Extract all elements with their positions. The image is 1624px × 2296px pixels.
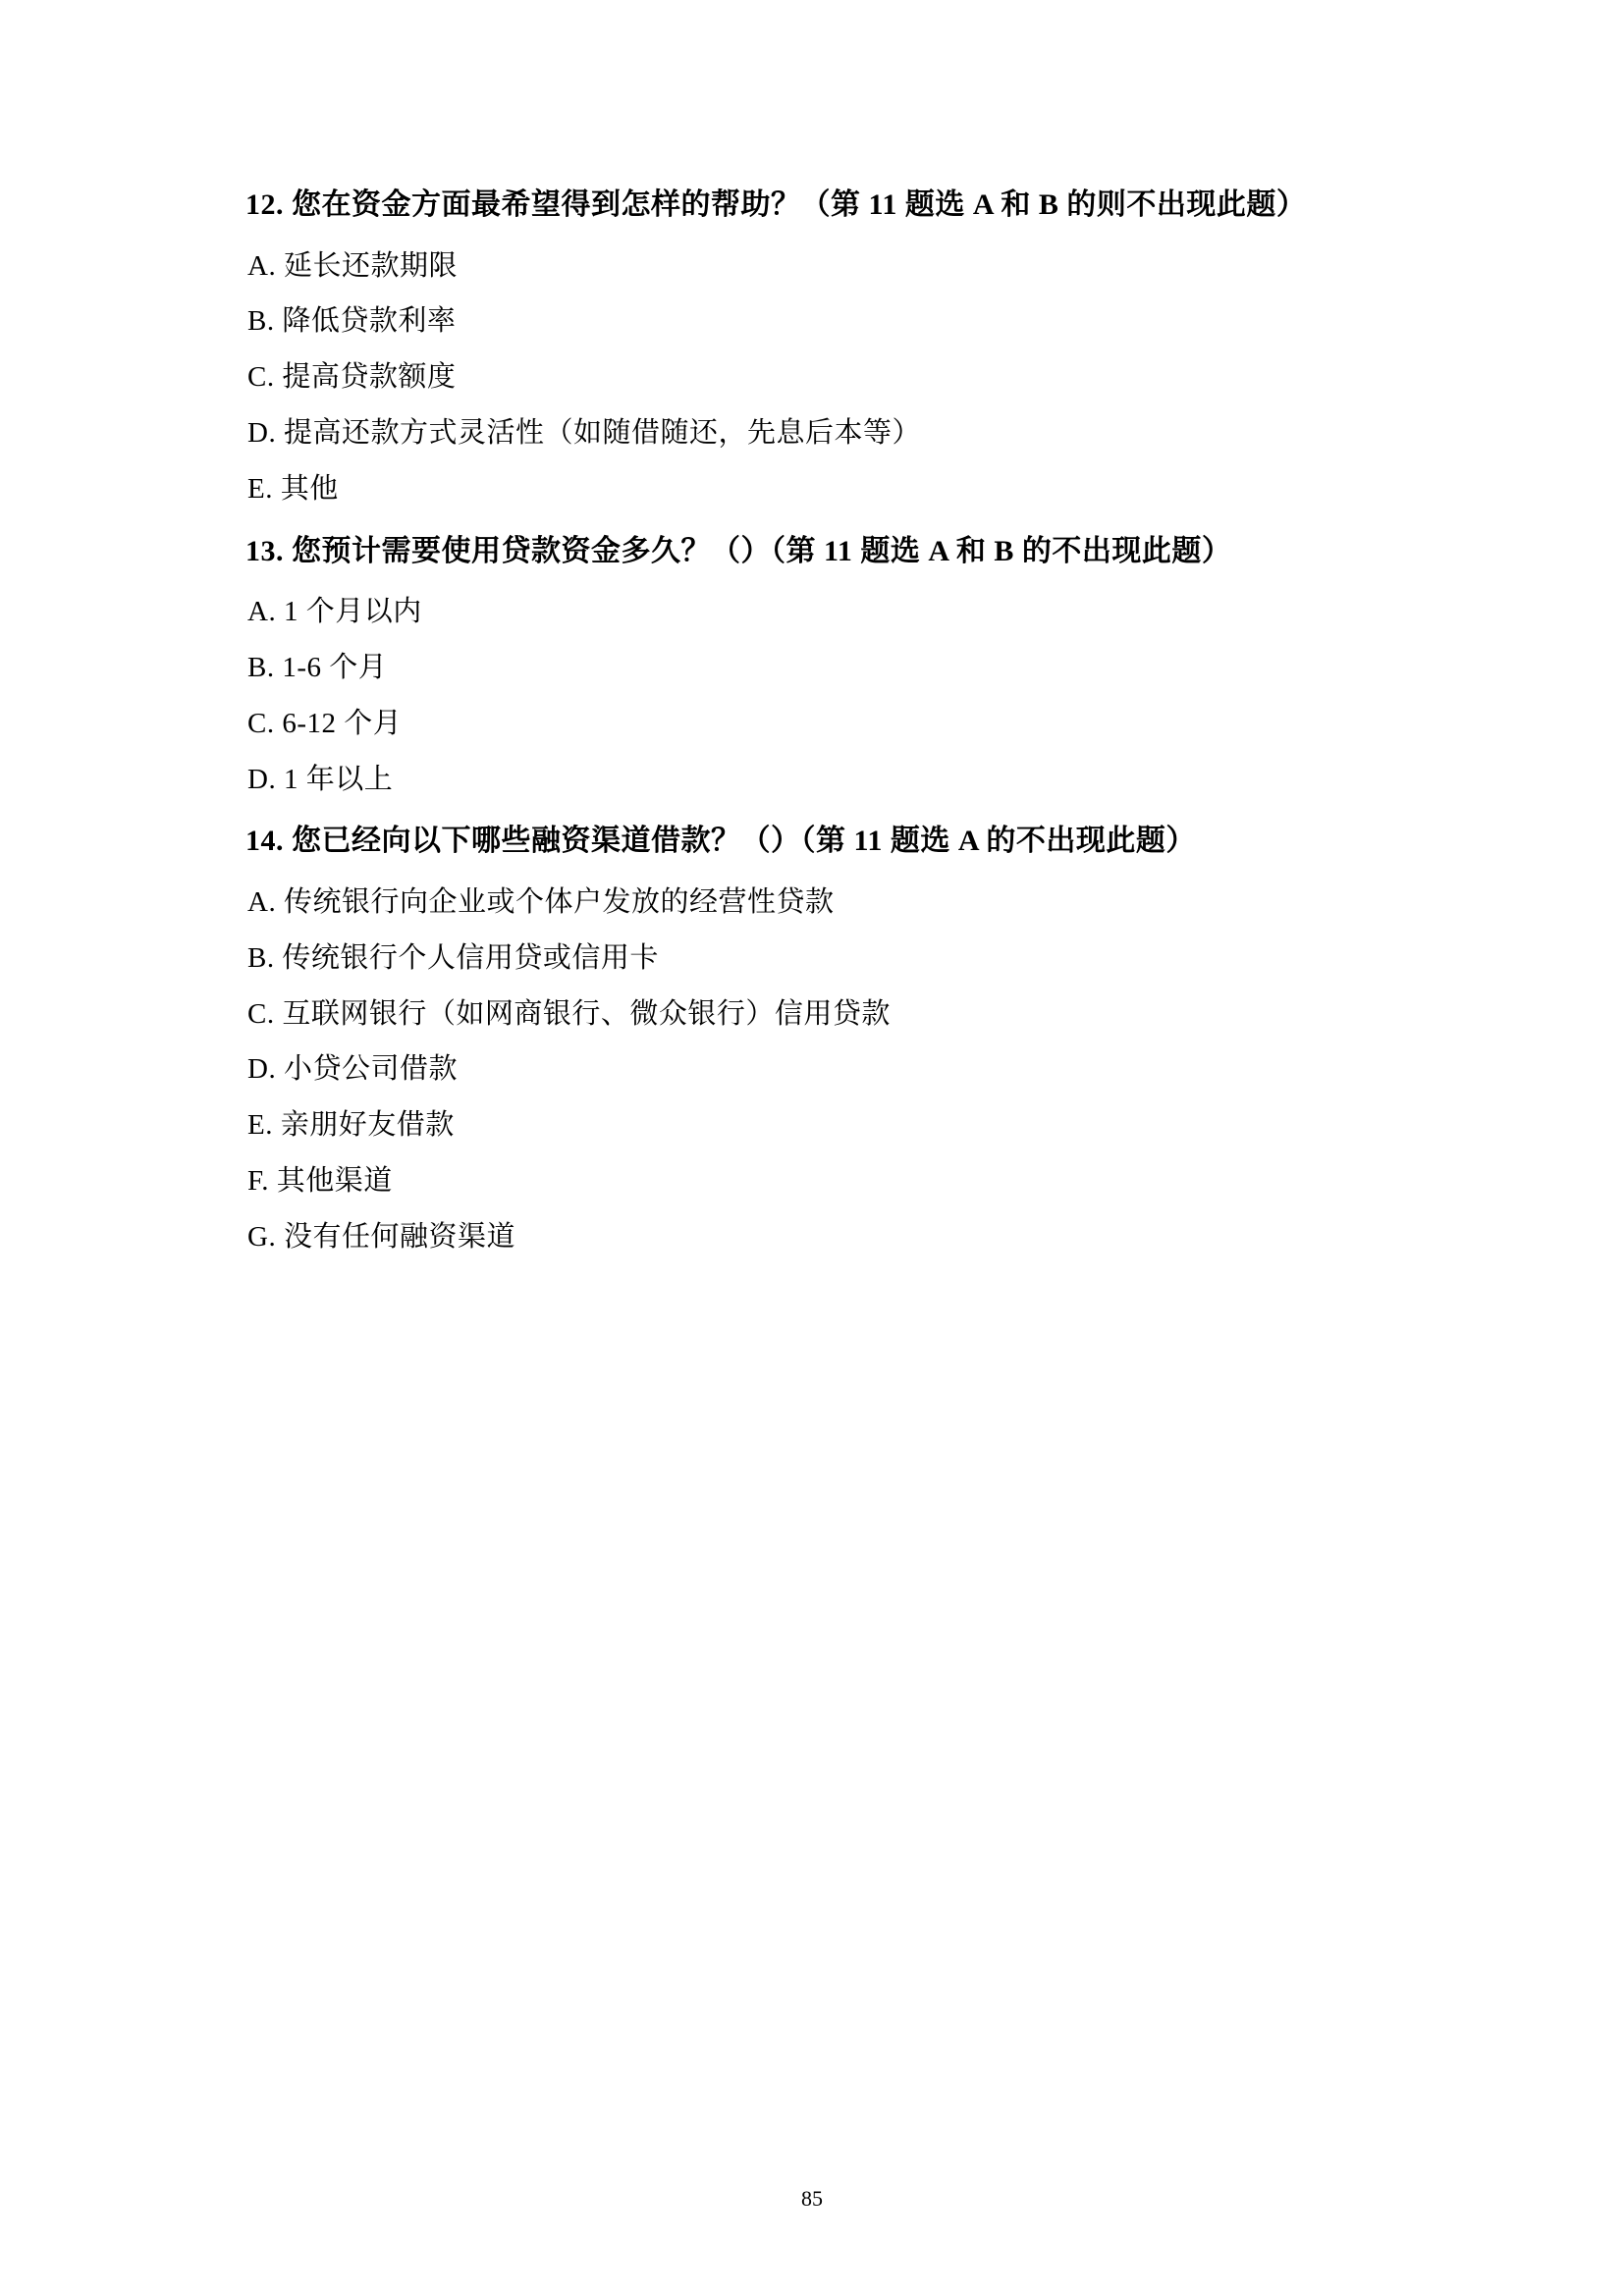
- option-item: E. 其他: [247, 472, 339, 505]
- option-item: D. 1 年以上: [247, 763, 394, 795]
- option-item: A. 传统银行向企业或个体户发放的经营性贷款: [247, 885, 835, 918]
- option-item: G. 没有任何融资渠道: [247, 1220, 515, 1253]
- question-block: [245, 813, 1379, 1264]
- option-item: B. 传统银行个人信用贷或信用卡: [247, 941, 659, 974]
- question-block: [245, 177, 1379, 517]
- option-item: C. 6-12 个月: [247, 707, 403, 739]
- option-item: A. 1 个月以内: [247, 596, 422, 628]
- question-title: 12. 您在资金方面最希望得到怎样的帮助？（第 11 题选 A 和 B 的则不出现此题）: [245, 188, 1307, 221]
- option-item: B. 降低贷款利率: [247, 305, 457, 338]
- option-item: F. 其他渠道: [247, 1165, 393, 1198]
- question-title: 14. 您已经向以下哪些融资渠道借款？（）（第 11 题选 A 的不出现此题）: [245, 825, 1196, 858]
- question-block: [245, 523, 1379, 808]
- question-title: 13. 您预计需要使用贷款资金多久？（）（第 11 题选 A 和 B 的不出现此题）: [245, 534, 1232, 567]
- page-number: 85: [801, 2186, 823, 2211]
- option-item: B. 1-6 个月: [247, 651, 388, 683]
- option-item: D. 提高还款方式灵活性（如随借随还，先息后本等）: [247, 416, 921, 449]
- option-item: A. 延长还款期限: [247, 249, 458, 282]
- option-item: C. 提高贷款额度: [247, 361, 457, 394]
- option-item: C. 互联网银行（如网商银行、微众银行）信用贷款: [247, 997, 891, 1030]
- option-item: D. 小贷公司借款: [247, 1053, 458, 1086]
- option-item: E. 亲朋好友借款: [247, 1109, 455, 1142]
